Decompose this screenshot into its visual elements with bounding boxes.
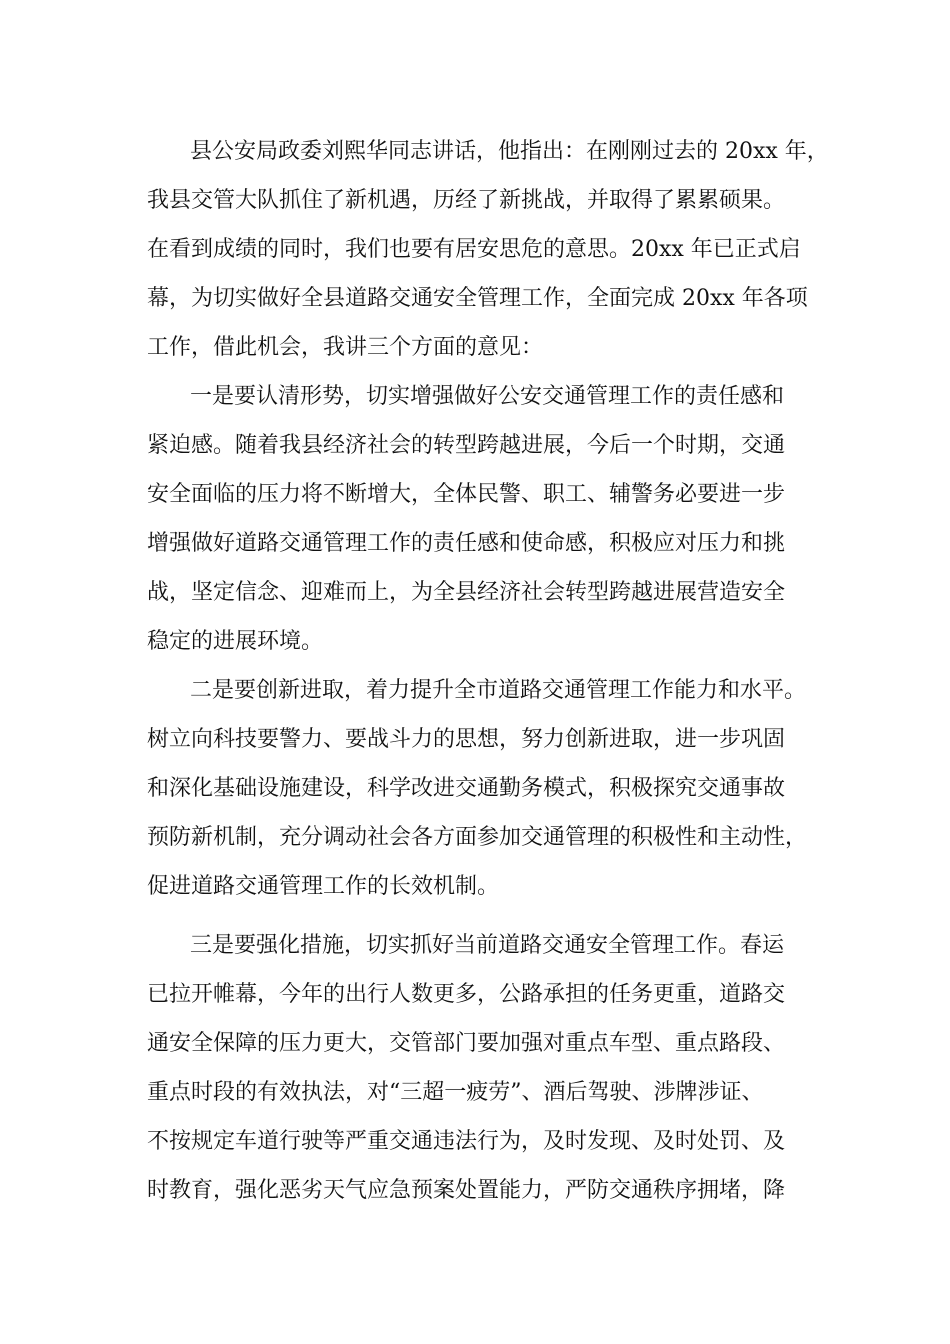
text-line: 稳定的进展环境。 xyxy=(147,629,324,654)
text-line: 工作，借此机会，我讲三个方面的意见： xyxy=(147,335,544,360)
text-line: 县公安局政委刘熙华同志讲话，他指出：在刚刚过去的 20xx 年， xyxy=(190,139,829,164)
text-line: 增强做好道路交通管理工作的责任感和使命感，积极应对压力和挑 xyxy=(147,531,786,556)
text-line: 树立向科技要警力、要战斗力的思想，努力创新进取，进一步巩固 xyxy=(147,727,786,752)
text-line: 已拉开帷幕，今年的出行人数更多，公路承担的任务更重，道路交 xyxy=(147,982,786,1007)
text-line: 在看到成绩的同时，我们也要有居安思危的意思。20xx 年已正式启 xyxy=(147,237,801,262)
text-line: 战，坚定信念、迎难而上，为全县经济社会转型跨越进展营造安全 xyxy=(147,580,786,605)
text-line: 一是要认清形势，切实增强做好公安交通管理工作的责任感和 xyxy=(190,384,785,409)
text-line: 二是要创新进取，着力提升全市道路交通管理工作能力和水平。 xyxy=(190,678,807,703)
text-line: 时教育，强化恶劣天气应急预案处置能力，严防交通秩序拥堵，降 xyxy=(147,1178,786,1203)
text-line: 幕，为切实做好全县道路交通安全管理工作，全面完成 20xx 年各项 xyxy=(147,286,808,311)
text-line: 促进道路交通管理工作的长效机制。 xyxy=(147,874,500,899)
text-line: 和深化基础设施建设，科学改进交通勤务模式，积极探究交通事故 xyxy=(147,776,786,801)
text-line: 我县交管大队抓住了新机遇，历经了新挑战，并取得了累累硕果。 xyxy=(147,188,786,213)
text-line: 紧迫感。随着我县经济社会的转型跨越进展，今后一个时期，交通 xyxy=(147,433,786,458)
text-line: 不按规定车道行驶等严重交通违法行为，及时发现、及时处罚、及 xyxy=(147,1129,786,1154)
text-line: 三是要强化措施，切实抓好当前道路交通安全管理工作。春运 xyxy=(190,933,785,958)
text-line: 安全面临的压力将不断增大，全体民警、职工、辅警务必要进一步 xyxy=(147,482,786,507)
text-line: 通安全保障的压力更大，交管部门要加强对重点车型、重点路段、 xyxy=(147,1031,786,1056)
text-line: 预防新机制，充分调动社会各方面参加交通管理的积极性和主动性， xyxy=(147,825,808,850)
text-line: 重点时段的有效执法，对“三超一疲劳”、酒后驾驶、涉牌涉证、 xyxy=(147,1080,764,1105)
